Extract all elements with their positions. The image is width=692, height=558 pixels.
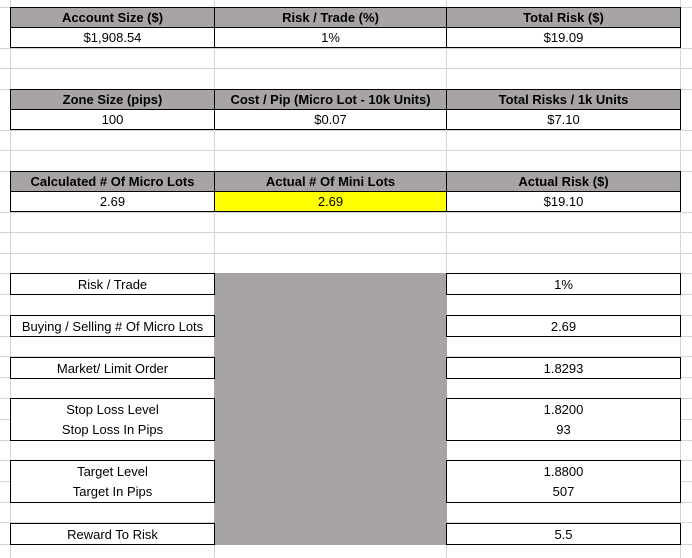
- cell-actual-mini-lots[interactable]: 2.69: [214, 191, 447, 212]
- value-stop-loss-pips[interactable]: 93: [556, 422, 571, 438]
- header-actual-risk[interactable]: Actual Risk ($): [446, 171, 681, 192]
- value-stop-loss-group: [446, 398, 681, 441]
- label-market-limit-order[interactable]: Market/ Limit Order: [10, 357, 215, 379]
- header-risk-trade[interactable]: Risk / Trade (%): [214, 7, 447, 28]
- cell-calculated-micro-lots[interactable]: 2.69: [10, 191, 215, 212]
- header-total-risks-1k[interactable]: Total Risks / 1k Units: [446, 89, 681, 110]
- label-stop-loss-group: [10, 398, 215, 441]
- header-actual-mini-lots[interactable]: Actual # Of Mini Lots: [214, 171, 447, 192]
- header-total-risk[interactable]: Total Risk ($): [446, 7, 681, 28]
- label-buy-sell-micro-lots[interactable]: Buying / Selling # Of Micro Lots: [10, 315, 215, 337]
- value-reward-to-risk[interactable]: 5.5: [446, 523, 681, 545]
- label-stop-loss-pips[interactable]: Stop Loss In Pips: [61, 422, 164, 438]
- header-calculated-micro-lots[interactable]: Calculated # Of Micro Lots: [10, 171, 215, 192]
- label-target-level[interactable]: Target Level: [77, 463, 148, 479]
- value-risk-trade[interactable]: 1%: [446, 273, 681, 295]
- cell-total-risk[interactable]: $19.09: [446, 27, 681, 48]
- value-market-limit-order[interactable]: 1.8293: [446, 357, 681, 379]
- header-zone-size[interactable]: Zone Size (pips): [10, 89, 215, 110]
- cell-actual-risk[interactable]: $19.10: [446, 191, 681, 212]
- label-stop-loss-level[interactable]: Stop Loss Level: [66, 401, 159, 417]
- label-risk-trade[interactable]: Risk / Trade: [10, 273, 215, 295]
- value-target-pips[interactable]: 507: [552, 484, 575, 500]
- cell-account-size[interactable]: $1,908.54: [10, 27, 215, 48]
- label-target-pips[interactable]: Target In Pips: [72, 484, 153, 500]
- label-target-group: [10, 460, 215, 503]
- gray-merged-area: [214, 273, 447, 545]
- cell-cost-per-pip[interactable]: $0.07: [214, 109, 447, 130]
- value-target-group: [446, 460, 681, 503]
- cell-zone-size[interactable]: 100: [10, 109, 215, 130]
- header-account-size[interactable]: Account Size ($): [10, 7, 215, 28]
- value-stop-loss-level[interactable]: 1.8200: [543, 401, 584, 417]
- cell-risk-trade-percent[interactable]: 1%: [214, 27, 447, 48]
- value-target-level[interactable]: 1.8800: [543, 463, 584, 479]
- header-cost-per-pip[interactable]: Cost / Pip (Micro Lot - 10k Units): [214, 89, 447, 110]
- cell-total-risks-1k[interactable]: $7.10: [446, 109, 681, 130]
- value-buy-sell-micro-lots[interactable]: 2.69: [446, 315, 681, 337]
- label-reward-to-risk[interactable]: Reward To Risk: [10, 523, 215, 545]
